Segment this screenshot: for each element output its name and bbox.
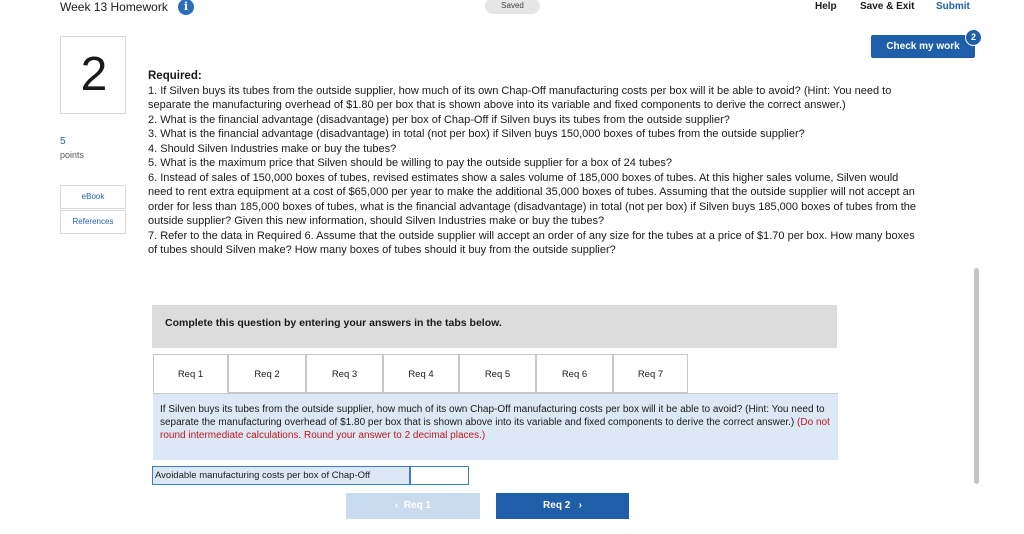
page-scrollbar[interactable] xyxy=(974,268,979,484)
tab-req-7[interactable]: Req 7 xyxy=(613,354,688,393)
ebook-button[interactable]: eBook xyxy=(60,185,126,209)
submit-link[interactable]: Submit xyxy=(936,1,970,12)
help-link[interactable]: Help xyxy=(815,1,837,12)
tab-req-2[interactable]: Req 2 xyxy=(228,354,306,393)
next-req-button[interactable] xyxy=(496,493,629,519)
required-item-3: 3. What is the financial advantage (disadvantage) in total (not per box) if Silven buys 150,000 boxes of tubes from the outside supplier? xyxy=(148,128,805,140)
tab-req-3[interactable]: Req 3 xyxy=(306,354,383,393)
check-my-work-button[interactable]: Check my work xyxy=(871,35,975,58)
next-req-label: Req 2 xyxy=(543,500,571,511)
chevron-right-icon: › xyxy=(578,500,582,511)
prev-req-label: Req 1 xyxy=(403,500,432,511)
check-work-count-badge: 2 xyxy=(965,29,982,46)
tab-req-6[interactable]: Req 6 xyxy=(536,354,613,393)
required-item-2: 2. What is the financial advantage (disadvantage) per box of Chap-Off if Silven buys its tubes from the outside supplier? xyxy=(148,113,730,126)
prev-req-button[interactable] xyxy=(346,493,480,519)
avoidable-costs-input[interactable] xyxy=(410,466,469,485)
points-label: points xyxy=(60,150,85,160)
tab-req-1[interactable]: Req 1 xyxy=(153,354,228,393)
required-item-6: 6. Instead of sales of 150,000 boxes of tubes, revised estimates show a sales volume of 185,000 boxes of tubes. At this higher sales volume, Silven would need to rent extra equipment at a cost of $65,000 per year to make the additional 35,000 boxes of tubes. Assuming that the outside supplier will not accept an order for less than 185,000 boxes of tubes, what is the financial advantage (disadvantage) in total (not per box) if Silven buys 185,000 boxes of tubes from the outside supplier? Given this new information, should Silven Industries make or buy the tubes? xyxy=(148,171,917,227)
required-heading: Required: xyxy=(148,70,202,82)
assignment-title: Week 13 Homework xyxy=(60,0,168,14)
required-item-7: 7. Refer to the data in Required 6. Assume that the outside supplier will accept an order of any size for the tubes at a price of $1.70 per box. How many boxes of tubes should Silven make? How many boxes of tubes should it buy from the outside supplier? xyxy=(148,229,915,256)
required-item-5: 5. What is the maximum price that Silven should be willing to pay the outside supplier for a box of 24 tubes? xyxy=(148,157,673,169)
required-item-1: 1. If Silven buys its tubes from the outside supplier, how much of its own Chap-Off manufacturing costs per box will it be able to avoid? (Hint: You need to separate the manufacturing overhead of $1.80 per box that is shown above into its variable and fixed components to derive the correct answer.) xyxy=(148,84,892,111)
instructions-box xyxy=(152,305,837,348)
req-1-prompt: If Silven buys its tubes from the outside supplier, how much of its own Chap-Off manufacturing costs per box will it be able to avoid? (Hint: You need to separate the manufacturing overhead of $1.80 per box that is shown above into its variable and fixed components to derive the correct answer.) xyxy=(160,404,825,428)
question-number: 2 xyxy=(80,48,108,101)
saved-status-badge: Saved xyxy=(485,0,540,14)
req-1-question-panel xyxy=(153,393,838,460)
required-section xyxy=(148,69,918,258)
tab-req-4[interactable]: Req 4 xyxy=(383,354,459,393)
top-bar xyxy=(0,0,1024,16)
points-value: 5 xyxy=(60,136,66,147)
required-item-4: 4. Should Silven Industries make or buy the tubes? xyxy=(148,142,397,155)
tab-req-5[interactable]: Req 5 xyxy=(459,354,536,393)
question-number-box xyxy=(60,36,126,114)
instructions-text: Complete this question by entering your answers in the tabs below. xyxy=(165,317,502,329)
chevron-left-icon: ‹ xyxy=(394,500,399,511)
info-icon[interactable]: i xyxy=(178,0,194,15)
rounding-note: (Do not round intermediate calculations. Round your answer to 2 decimal places.) xyxy=(160,417,830,441)
references-button[interactable]: References xyxy=(60,210,126,234)
answer-row-label: Avoidable manufacturing costs per box of Chap-Off xyxy=(152,466,410,485)
req-1-question-text xyxy=(160,403,835,442)
save-exit-link[interactable]: Save & Exit xyxy=(860,1,915,12)
